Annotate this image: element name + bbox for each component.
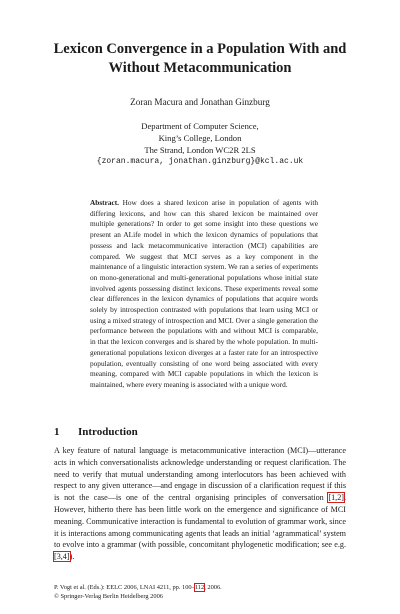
author-names: Zoran Macura and Jonathan Ginzburg [130, 97, 270, 107]
section-heading [54, 426, 138, 438]
affiliation-college: King’s College, London [158, 132, 242, 143]
body-text-1: A key feature of natural language is metacommunicative interaction (MCI)—utterance acts in which conversationalists acknowledge understanding or request clarification. The need to verify that mutual understanding among interlocutors has been achieved with respect to any given utterance—and engage in discussion of a clarification request if this is not the case—is one of the central organising principles of conversation [54, 446, 346, 503]
footer-citation-text: P. Vogt et al. (Eds.): EELC 2006, LNAI 4211, pp. 100– [54, 584, 195, 591]
abstract-label: Abstract. [90, 198, 119, 207]
copyright-notice: © Springer-Verlag Berlin Heidelberg 2006 [54, 592, 163, 600]
footer-citation [54, 584, 222, 593]
section-title: Introduction [78, 426, 138, 438]
page-footer [54, 584, 222, 602]
body-text-3: ). [69, 552, 75, 562]
footer-citation-year: , 2006. [204, 584, 222, 591]
title-line-2: Without Metacommunication [108, 60, 292, 76]
citation-link[interactable]: [3,4] [54, 552, 70, 562]
affiliation-department: Department of Computer Science, [141, 121, 259, 131]
affiliation [0, 121, 400, 168]
affiliation-street: The Strand, London WC2R 2LS [144, 144, 256, 155]
page-range-link[interactable]: 112 [194, 584, 205, 591]
paper-title [0, 40, 400, 78]
author-email: {zoran.macura, jonathan.ginzburg}@kcl.ac.uk [96, 157, 304, 167]
abstract [90, 198, 318, 391]
abstract-text: How does a shared lexicon arise in population of agents with differing lexicons, and how can this shared lexicon be maintained over multiple generations? In order to get some insight into these questions we present an ALife model in which the lexicon dynamics of populations that possess and lack metacommunicative interaction (MCI) capabilities are compared. We suggest that MCI serves as a key component in the maintenance of a linguistic interaction system. We ran a series of experiments on mono-generational and multi-generational populations whose initial state involved agents possessing distinct lexicons. These experiments reveal some clear differences in the lexicon dynamics of populations that acquire words solely by introspection contrasted with populations that learn using MCI or using a mixed strategy of introspection and MCI. Over a single generation the performance between the populations with and without MCI is comparable, in that the lexicon converges and is shared by the whole population. In multi-generational populations lexicon diverges at a faster rate for an introspective population, eventually consisting of one word being associated with every meaning, compared with MCI capable populations in which the lexicon is maintained, where every meaning is associated with a unique word. [90, 198, 318, 389]
body-text-2: . However, hitherto there has been little work on the emergence and significance of MCI meaning. Communicative interaction is fundamental to evolution of grammar work, since it is interactions among communicating agents that leads an initial ‘agrammatical’ system to evolve into a grammar (with possible, concomitant phylogenetic modification; see e.g. [54, 493, 346, 550]
title-line-1: Lexicon Convergence in a Population With and [53, 41, 347, 57]
section-number: 1 [54, 426, 60, 438]
body-paragraph [54, 445, 346, 563]
citation-link[interactable]: [1,2] [328, 493, 344, 503]
